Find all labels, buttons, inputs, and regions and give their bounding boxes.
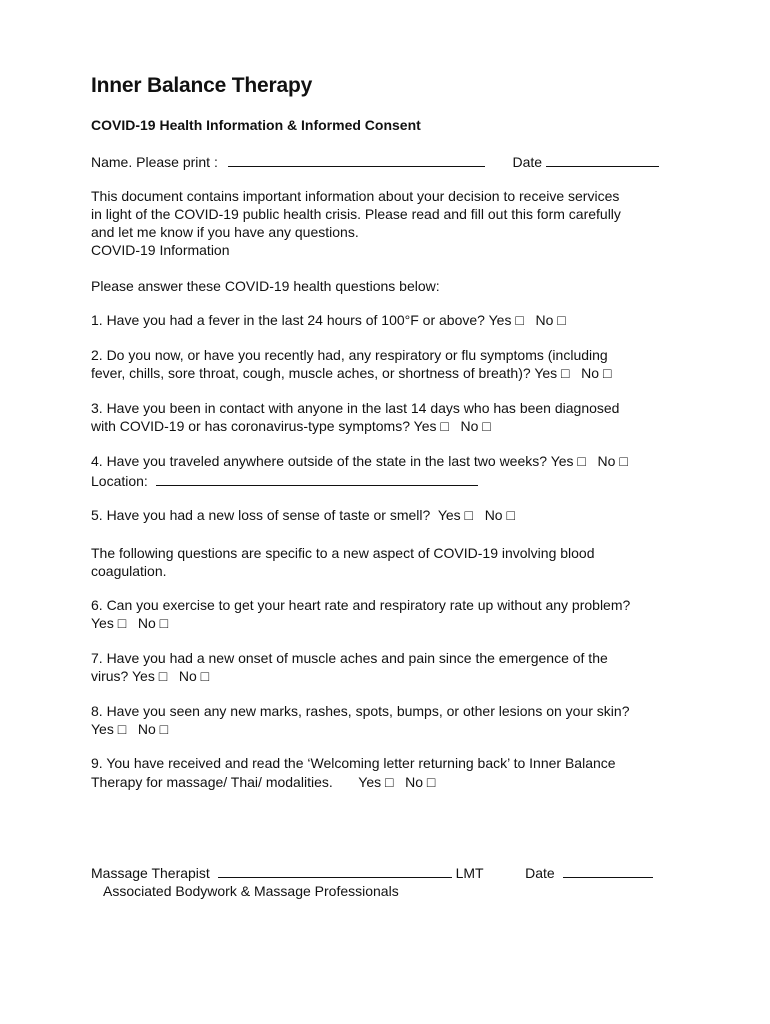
question-7: virus? Yes □ No □ bbox=[91, 668, 210, 684]
yes-checkbox[interactable]: Yes □ bbox=[91, 721, 127, 737]
no-checkbox[interactable]: No □ bbox=[178, 668, 210, 684]
note-line: The following questions are specific to a new aspect of COVID-19 involving blood bbox=[91, 545, 595, 561]
question-6-line: 6. Can you exercise to get your heart rate and respiratory rate up without any problem? bbox=[91, 597, 631, 613]
signature-date-label: Date bbox=[525, 865, 555, 881]
location-field[interactable] bbox=[156, 484, 478, 486]
lmt-label: LMT bbox=[455, 865, 484, 881]
no-checkbox[interactable]: No □ bbox=[137, 721, 169, 737]
question-8-line: 8. Have you seen any new marks, rashes, spots, bumps, or other lesions on your skin? bbox=[91, 703, 630, 719]
yes-checkbox[interactable]: Yes □ bbox=[91, 615, 127, 631]
form-title: COVID-19 Health Information & Informed Consent bbox=[91, 117, 421, 133]
signature-row bbox=[91, 864, 653, 882]
question-6 bbox=[91, 614, 168, 632]
therapist-signature-field[interactable] bbox=[218, 876, 452, 878]
therapist-label: Massage Therapist bbox=[91, 865, 210, 881]
no-checkbox[interactable]: No □ bbox=[405, 774, 436, 790]
question-9-line: 9. You have received and read the ‘Welcoming letter returning back’ to Inner Balance bbox=[91, 755, 616, 771]
intro-line: This document contains important information about your decision to receive services bbox=[91, 188, 620, 204]
section-heading: COVID-19 Information bbox=[91, 242, 230, 258]
no-checkbox[interactable]: No □ bbox=[597, 453, 628, 469]
yes-checkbox[interactable]: Yes □ bbox=[437, 507, 474, 523]
questions-prompt: Please answer these COVID-19 health questions below: bbox=[91, 278, 440, 294]
no-checkbox[interactable]: No □ bbox=[484, 507, 515, 523]
yes-checkbox[interactable]: Yes □ bbox=[534, 365, 570, 381]
location-label: Location: bbox=[91, 473, 148, 489]
no-checkbox[interactable]: No □ bbox=[460, 418, 491, 434]
yes-checkbox[interactable]: Yes □ bbox=[358, 774, 394, 790]
question-9: Therapy for massage/ Thai/ modalities. Yes □ No □ bbox=[91, 774, 436, 790]
question-3: with COVID-19 or has coronavirus-type symptoms? Yes □ No □ bbox=[91, 418, 491, 434]
question-7-line: 7. Have you had a new onset of muscle aches and pain since the emergence of the bbox=[91, 650, 608, 666]
signature-date-field[interactable] bbox=[563, 876, 653, 878]
org-title: Inner Balance Therapy bbox=[91, 74, 313, 97]
name-label: Name. Please print : bbox=[91, 154, 218, 170]
question-1: 1. Have you had a fever in the last 24 hours of 100°F or above? Yes □ No □ bbox=[91, 312, 566, 328]
yes-checkbox[interactable]: Yes □ bbox=[488, 312, 524, 328]
no-checkbox[interactable]: No □ bbox=[535, 312, 566, 328]
yes-checkbox[interactable]: Yes □ bbox=[132, 668, 168, 684]
name-field[interactable] bbox=[228, 165, 485, 167]
question-8 bbox=[91, 720, 168, 738]
question-2: fever, chills, sore throat, cough, muscle aches, or shortness of breath)? Yes □ No □ bbox=[91, 365, 612, 381]
question-4: 4. Have you traveled anywhere outside of the state in the last two weeks? Yes □ No □ bbox=[91, 453, 628, 469]
intro-line: in light of the COVID-19 public health crisis. Please read and fill out this form carefully bbox=[91, 206, 621, 222]
location-row bbox=[91, 472, 478, 490]
question-5: 5. Have you had a new loss of sense of taste or smell? Yes □ No □ bbox=[91, 507, 515, 523]
note-line: coagulation. bbox=[91, 563, 167, 579]
no-checkbox[interactable]: No □ bbox=[581, 365, 612, 381]
no-checkbox[interactable]: No □ bbox=[137, 615, 169, 631]
question-2-line: 2. Do you now, or have you recently had, any respiratory or flu symptoms (including bbox=[91, 347, 608, 363]
question-3-line: 3. Have you been in contact with anyone in the last 14 days who has been diagnosed bbox=[91, 400, 620, 416]
yes-checkbox[interactable]: Yes □ bbox=[550, 453, 586, 469]
date-field[interactable] bbox=[546, 165, 659, 167]
yes-checkbox[interactable]: Yes □ bbox=[413, 418, 449, 434]
name-date-row bbox=[91, 153, 659, 171]
date-label: Date bbox=[512, 154, 543, 170]
intro-line: and let me know if you have any questions. bbox=[91, 224, 359, 240]
association-line: Associated Bodywork & Massage Professionals bbox=[103, 883, 399, 899]
